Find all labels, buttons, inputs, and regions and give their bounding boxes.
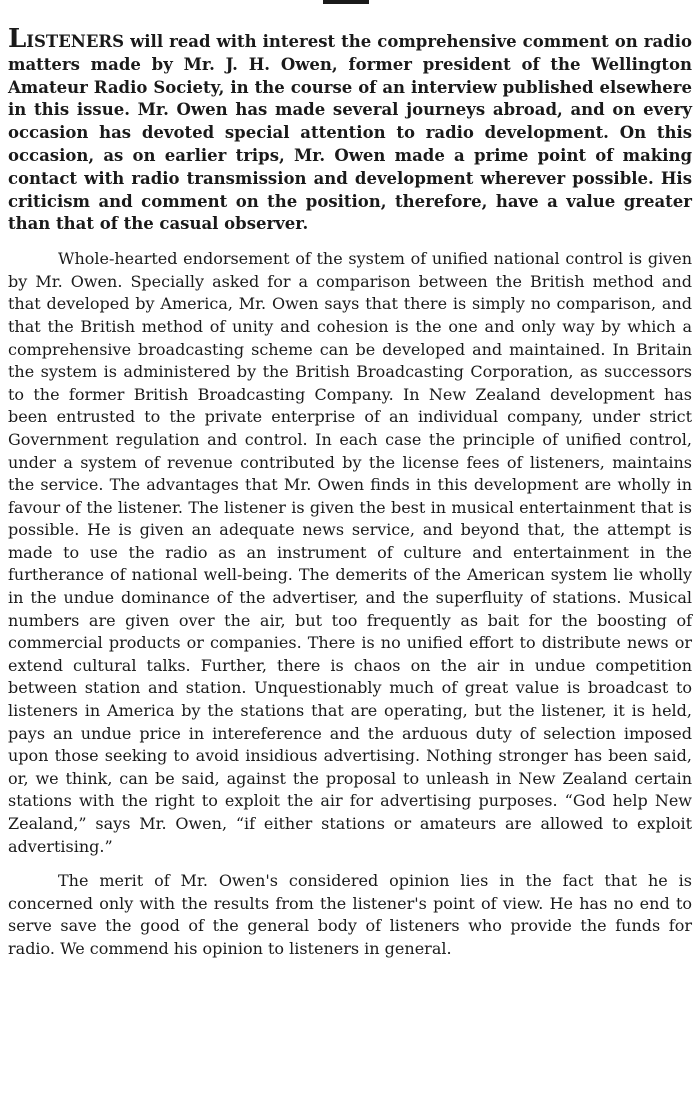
article (8, 26, 692, 961)
top-rule (323, 0, 369, 4)
paragraph-endorsement: Whole-hearted endorsement of the system of unified national control is given by Mr. Owen. Specially asked for a comparison between the British method and that developed by America, Mr. Owen says that there is simply no comparison, and that the British method of unity and cohesion is the one and only way by which a comprehensive broadcasting scheme can be developed and maintained. In Britain the system is administered by the British Broadcasting Corporation, as successors to the former British Broadcasting Company. In New Zealand development has been entrusted to the private enterprise of an individual company, under strict Government regulation and control. In each case the principle of unified control, under a system of revenue contributed by the license fees of listeners, maintains the service. The advantages that Mr. Owen finds in this development are wholly in favour of the listener. The listener is given the best in musical entertainment that is possible. He is given an adequate news service, and beyond that, the attempt is made to use the radio as an instrument of culture and entertainment in the furtherance of national well-being. The demerits of the American system lie wholly in the undue dominance of the advertiser, and the superfluity of stations. Musical numbers are given over the air, but too frequently as bait for the boosting of commercial products or companies. There is no unified effort to distribute news or extend cultural talks. Further, there is chaos on the air in undue competition between station and station. Unquestionably much of great value is broadcast to listeners in America by the stations that are operating, but the listener, it is held, pays an undue price in intereference and the arduous duty of selection imposed upon those seeking to avoid insidious advertising. Nothing stronger has been said, or, we think, can be said, against the proposal to unleash in New Zealand certain stations with the right to exploit the air for advertising purposes. “God help New Zealand,” says Mr. Owen, “if either stations or amateurs are allowed to exploit advertising.” (8, 249, 692, 856)
paragraph-intro-text: ISTENERS will read with interest the comprehensive comment on radio matters made by Mr. J. H. Owen, former president of the Wellington Amateur Radio Society, in the course of an interview published elsewhere in this issue. Mr. Owen has made several journeys abroad, and on every occasion has devoted special attention to radio development. On this occasion, as on earlier trips, Mr. Owen made a prime point of making contact with radio transmission and development wherever possible. His criticism and comment on the position, therefore, have a value greater than that of the casual observer. (8, 32, 692, 234)
paragraph-conclusion: The merit of Mr. Owen's considered opinion lies in the fact that he is concerned only with the results from the listener's point of view. He has no end to serve save the good of the general body of listeners who provide the funds for radio. We commend his opinion to listeners in general. (8, 871, 692, 958)
drop-cap: L (8, 24, 27, 54)
paragraph-intro (8, 26, 692, 236)
